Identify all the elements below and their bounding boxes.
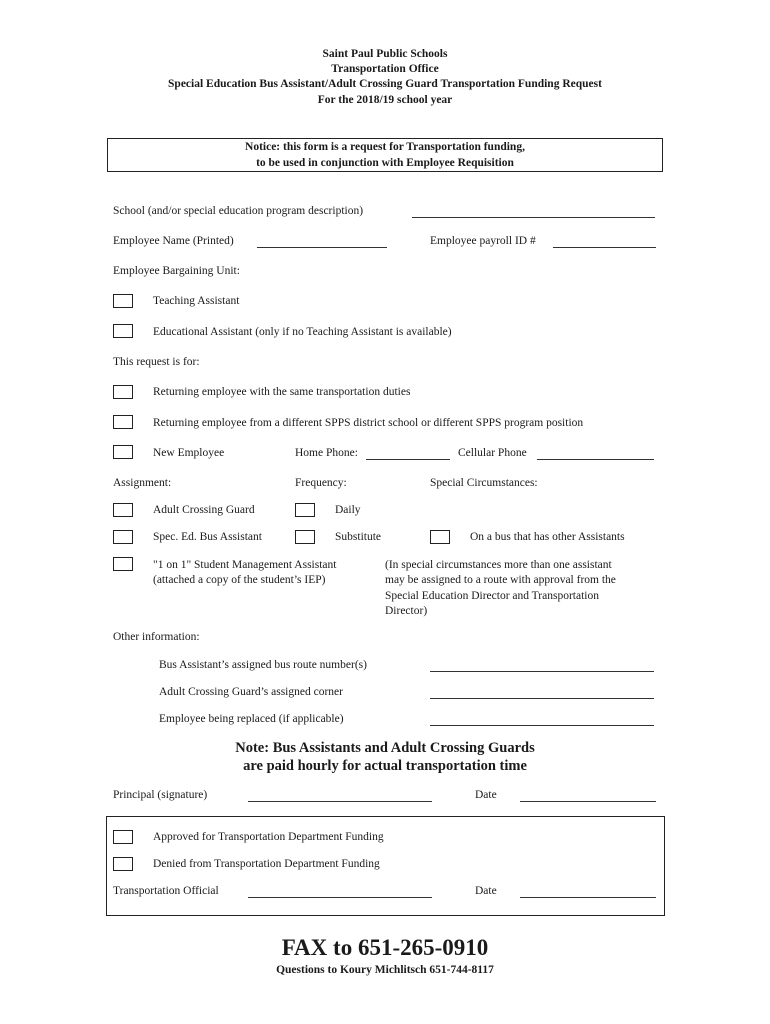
on-bus-other-assistants-label: On a bus that has other Assistants: [470, 531, 625, 543]
approved-checkbox[interactable]: [113, 830, 133, 844]
sped-bus-assistant-checkbox[interactable]: [113, 530, 133, 544]
one-on-one-label: "1 on 1" Student Management Assistant: [153, 559, 337, 571]
employee-name-label: Employee Name (Printed): [113, 235, 234, 247]
assigned-corner-input-line[interactable]: [430, 698, 654, 699]
principal-date-label: Date: [475, 789, 497, 801]
special-note-line-2: may be assigned to a route with approval from the: [385, 574, 616, 586]
payroll-id-label: Employee payroll ID #: [430, 235, 536, 247]
other-info-label: Other information:: [113, 631, 200, 643]
official-date-label: Date: [475, 885, 497, 897]
denied-label: Denied from Transportation Department Funding: [153, 858, 380, 870]
fax-number: FAX to 651-265-0910: [281, 935, 489, 960]
principal-date-line[interactable]: [520, 801, 656, 802]
home-phone-input-line[interactable]: [366, 459, 450, 460]
school-year: For the 2018/19 school year: [317, 94, 453, 106]
new-employee-checkbox[interactable]: [113, 445, 133, 459]
one-on-one-checkbox[interactable]: [113, 557, 133, 571]
questions-contact: Questions to Koury Michlitsch 651-744-8117: [276, 964, 494, 976]
special-note-line-1: (In special circumstances more than one assistant: [385, 559, 612, 571]
notice-line-2: to be used in conjunction with Employee Requisition: [256, 157, 514, 169]
assigned-corner-label: Adult Crossing Guard’s assigned corner: [159, 686, 343, 698]
returning-same-label: Returning employee with the same transportation duties: [153, 386, 411, 398]
payroll-id-input-line[interactable]: [553, 247, 656, 248]
employee-replaced-label: Employee being replaced (if applicable): [159, 713, 344, 725]
substitute-checkbox[interactable]: [295, 530, 315, 544]
daily-checkbox[interactable]: [295, 503, 315, 517]
header-office: Transportation Office: [331, 63, 439, 75]
route-number-label: Bus Assistant’s assigned bus route number(s): [159, 659, 367, 671]
educational-assistant-checkbox[interactable]: [113, 324, 133, 338]
special-circumstances-label: Special Circumstances:: [430, 477, 538, 489]
transportation-official-label: Transportation Official: [113, 885, 219, 897]
transportation-official-line[interactable]: [248, 897, 432, 898]
returning-different-label: Returning employee from a different SPPS district school or different SPPS program position: [153, 417, 584, 429]
educational-assistant-label: Educational Assistant (only if no Teaching Assistant is available): [153, 326, 452, 338]
header-school-name: Saint Paul Public Schools: [322, 48, 448, 60]
approved-label: Approved for Transportation Department Funding: [153, 831, 384, 843]
special-note-line-4: Director): [385, 605, 428, 617]
cell-phone-input-line[interactable]: [537, 459, 654, 460]
employee-name-input-line[interactable]: [257, 247, 387, 248]
pay-note-line-2: are paid hourly for actual transportation time: [243, 758, 527, 774]
official-date-line[interactable]: [520, 897, 656, 898]
request-for-label: This request is for:: [113, 356, 200, 368]
principal-signature-label: Principal (signature): [113, 789, 208, 801]
teaching-assistant-label: Teaching Assistant: [153, 295, 240, 307]
denied-checkbox[interactable]: [113, 857, 133, 871]
notice-line-1: Notice: this form is a request for Transportation funding,: [245, 141, 525, 153]
adult-crossing-guard-label: Adult Crossing Guard: [153, 504, 255, 516]
school-input-line[interactable]: [412, 217, 655, 218]
returning-same-checkbox[interactable]: [113, 385, 133, 399]
form-title: Special Education Bus Assistant/Adult Crossing Guard Transportation Funding Request: [168, 78, 602, 90]
employee-replaced-input-line[interactable]: [430, 725, 654, 726]
pay-note-line-1: Note: Bus Assistants and Adult Crossing Guards: [235, 740, 535, 756]
adult-crossing-guard-checkbox[interactable]: [113, 503, 133, 517]
principal-signature-line[interactable]: [248, 801, 432, 802]
school-label: School (and/or special education program description): [113, 205, 364, 217]
one-on-one-note: (attached a copy of the student’s IEP): [153, 574, 326, 586]
bargaining-unit-label: Employee Bargaining Unit:: [113, 265, 240, 277]
teaching-assistant-checkbox[interactable]: [113, 294, 133, 308]
cell-phone-label: Cellular Phone: [458, 447, 527, 459]
daily-label: Daily: [335, 504, 361, 516]
sped-bus-assistant-label: Spec. Ed. Bus Assistant: [153, 531, 262, 543]
home-phone-label: Home Phone:: [295, 447, 358, 459]
returning-different-checkbox[interactable]: [113, 415, 133, 429]
substitute-label: Substitute: [335, 531, 382, 543]
on-bus-other-assistants-checkbox[interactable]: [430, 530, 450, 544]
special-note-line-3: Special Education Director and Transportation: [385, 590, 599, 602]
route-number-input-line[interactable]: [430, 671, 654, 672]
frequency-label: Frequency:: [295, 477, 347, 489]
new-employee-label: New Employee: [153, 447, 225, 459]
assignment-label: Assignment:: [113, 477, 172, 489]
